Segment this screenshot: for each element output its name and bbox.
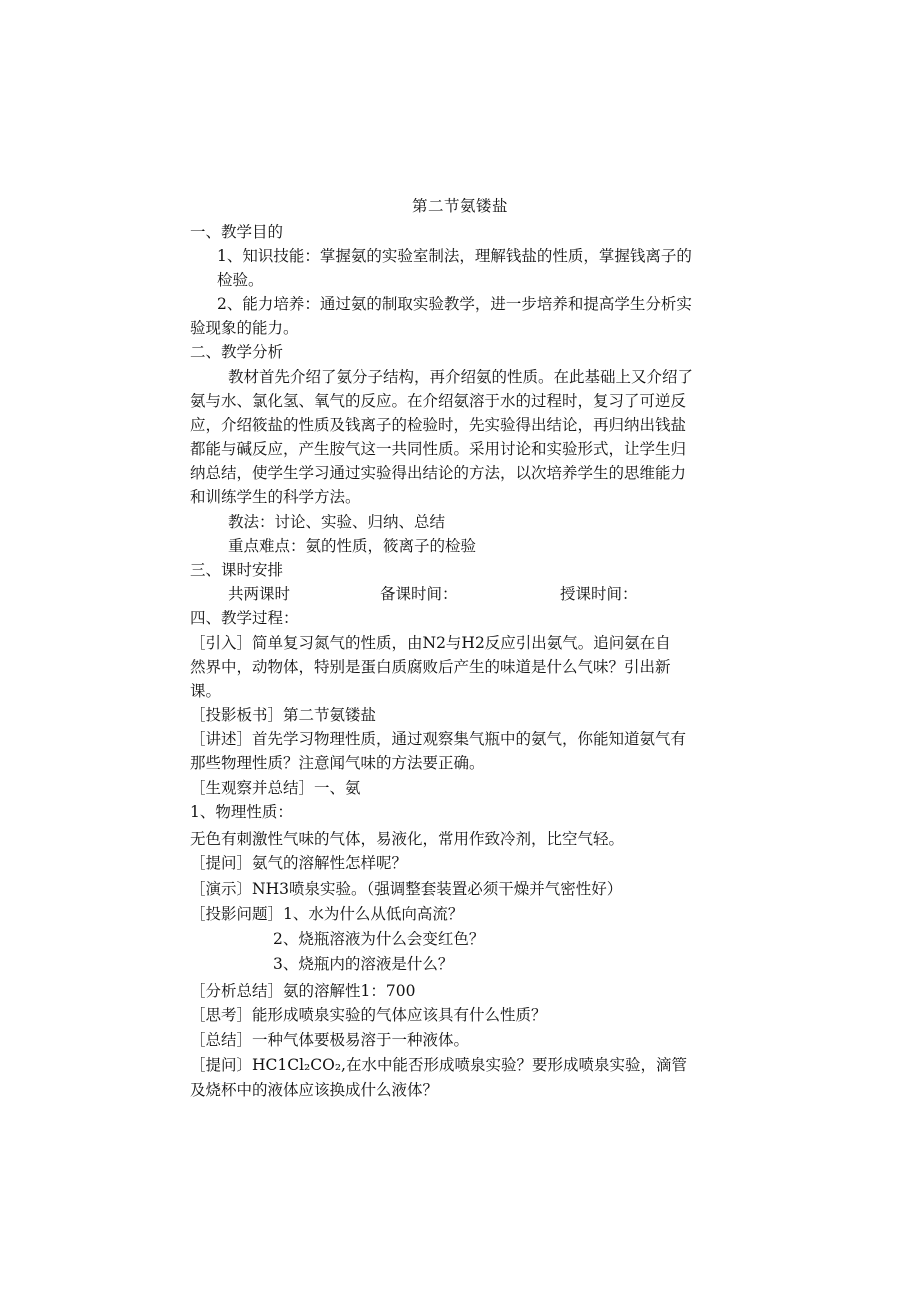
paragraph-line: 无色有刺激性气味的气体，易液化，常用作致冷剂，比空气轻。 <box>190 830 625 848</box>
schedule-row <box>0 584 920 604</box>
paragraph-line: ［生观察并总结］一、氨 <box>190 779 361 797</box>
paragraph-line: ［思考］能形成喷泉实验的气体应该具有什么性质？ <box>190 1006 547 1024</box>
paragraph-line: 2、能力培养：通过氨的制取实验教学，进一步培养和提高学生分析实 <box>217 295 692 313</box>
paragraph-line: 纳总结，使学生学习通过实验得出结论的方法，以次培养学生的思维能力 <box>190 464 687 482</box>
paragraph-line: ［引入］简单复习氮气的性质，由N2与H2反应引出氨气。追问氨在自 <box>190 634 671 652</box>
paragraph-line: 2、烧瓶溶液为什么会变红色？ <box>273 930 485 948</box>
page-title: 第二节氨镂盐 <box>411 197 508 215</box>
teaching-methods: 教法：讨论、实验、归纳、总结 <box>228 513 446 531</box>
paragraph-line: 都能与碱反应，产生胺气这一共同性质。采用讨论和实验形式，让学生归 <box>190 440 687 458</box>
paragraph-line: 应，介绍筱盐的性质及钱离子的检验时，先实验得出结论，再归纳出钱盐 <box>190 416 687 434</box>
section-heading-analysis: 二、教学分析 <box>190 343 284 361</box>
paragraph-line: ［投影问题］1、水为什么从低向高流？ <box>190 905 464 923</box>
paragraph-line: ［投影板书］第二节氨镂盐 <box>190 706 377 724</box>
paragraph-line: 和训练学生的科学方法。 <box>190 488 361 506</box>
schedule-total: 共两课时 <box>228 585 291 603</box>
paragraph-line: 及烧杯中的液体应该换成什么液体？ <box>190 1081 439 1099</box>
paragraph-line: 然界中，动物体，特别是蛋白质腐败后产生的味道是什么气味？引出新 <box>190 658 671 676</box>
paragraph-line: 氨与水、氯化氢、氧气的反应。在介绍氨溶于水的过程时，复习了可逆反 <box>190 392 687 410</box>
paragraph-line: 检验。 <box>217 271 264 289</box>
paragraph-line: ［演示〕NH3喷泉实验。（强调整套装置必须干燥并气密性好） <box>190 880 623 898</box>
section-heading-objectives: 一、教学目的 <box>190 223 284 241</box>
paragraph-line: ［总结］一种气体要极易溶于一种液体。 <box>190 1031 470 1049</box>
paragraph-line: 课。 <box>190 682 222 700</box>
schedule-prep-time: 备课时间： <box>380 585 458 603</box>
paragraph-line: ［讲述］首先学习物理性质，通过观察集气瓶中的氨气，你能知道氨气有 <box>190 730 687 748</box>
paragraph-line: 验现象的能力。 <box>190 319 299 337</box>
paragraph-line: ［提问］氨气的溶解性怎样呢？ <box>190 854 408 872</box>
section-heading-schedule: 三、课时安排 <box>190 561 284 579</box>
key-points: 重点难点：氨的性质，筱离子的检验 <box>228 537 477 555</box>
paragraph-line: ［提问〕HC1Cl₂CO₂,在水中能否形成喷泉实验？要形成喷泉实验，滴管 <box>190 1056 687 1074</box>
paragraph-line: 那些物理性质？注意闻气味的方法要正确。 <box>190 754 485 772</box>
paragraph-line: 教材首先介绍了氨分子结构，再介绍氨的性质。在此基础上又介绍了 <box>228 368 694 386</box>
paragraph-line: 1、物理性质： <box>190 803 293 821</box>
paragraph-line: ［分析总结］氨的溶解性1：700 <box>190 982 416 1000</box>
section-heading-process: 四、教学过程： <box>190 609 299 627</box>
paragraph-line: 1、知识技能：掌握氨的实验室制法，理解钱盐的性质，掌握钱离子的 <box>217 247 692 265</box>
paragraph-line: 3、烧瓶内的溶液是什么？ <box>273 955 454 973</box>
schedule-teach-time: 授课时间： <box>560 585 638 603</box>
